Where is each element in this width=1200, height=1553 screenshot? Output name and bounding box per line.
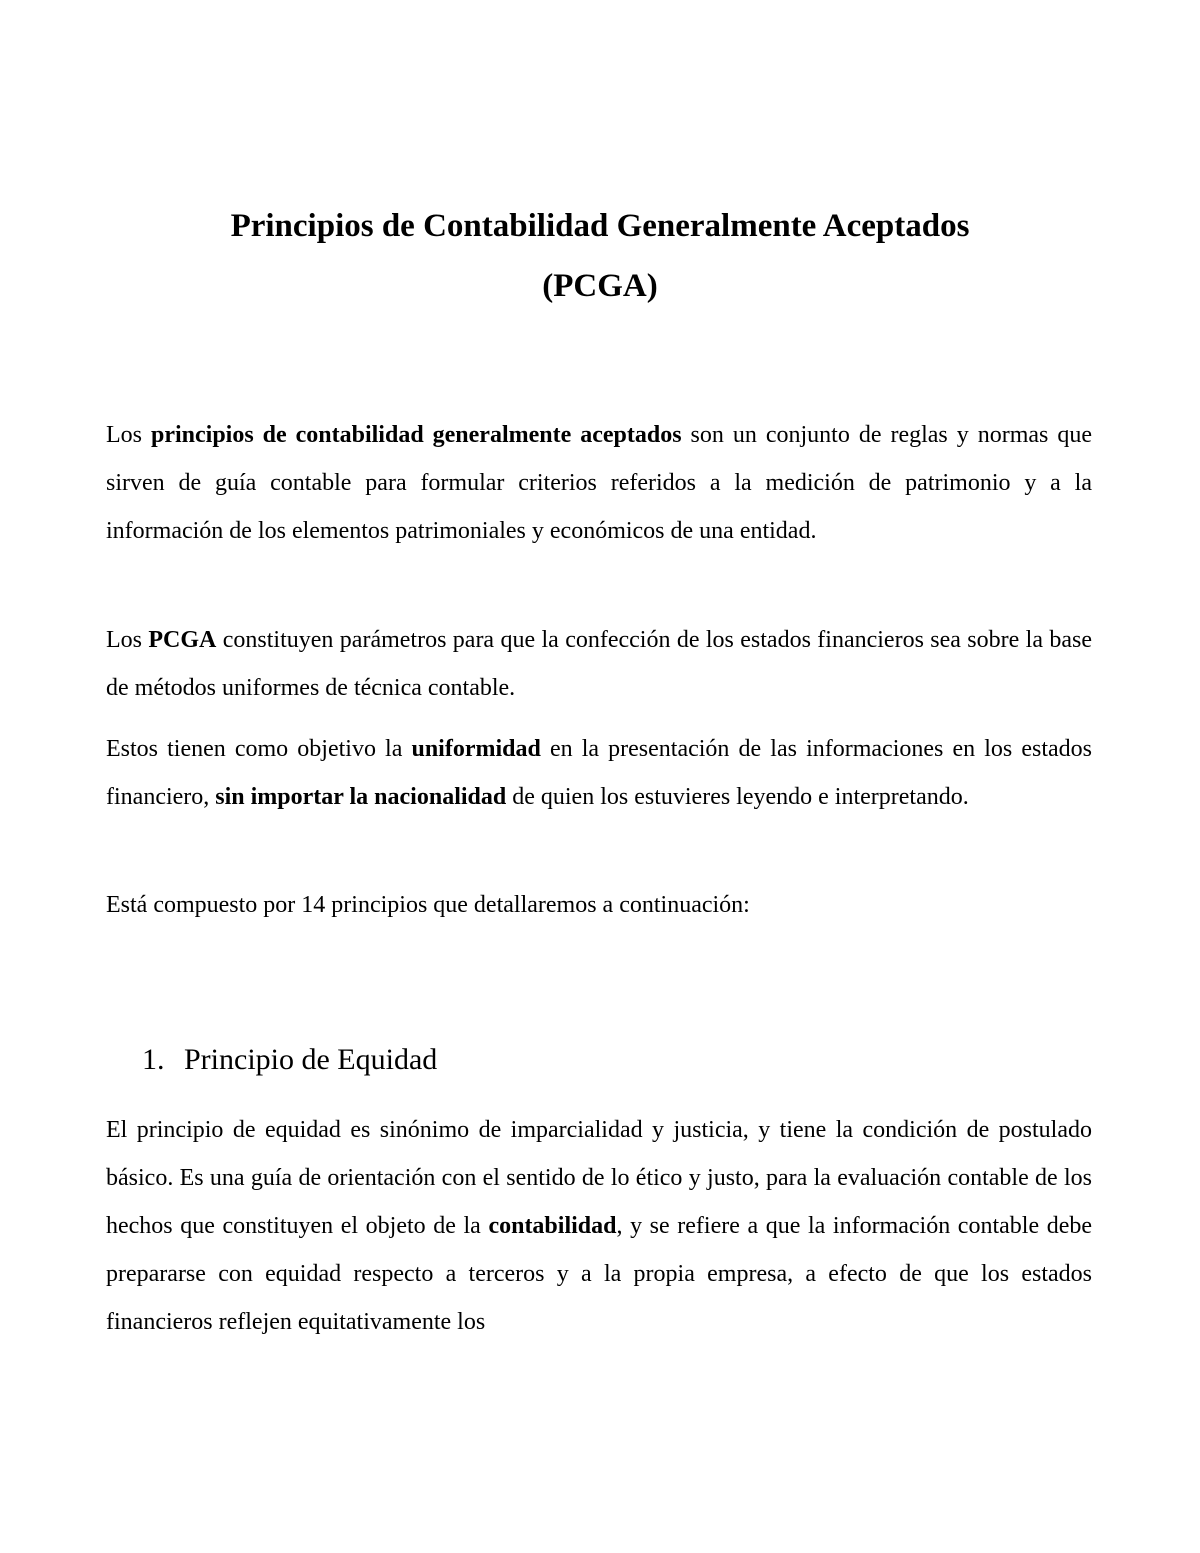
equity-paragraph bbox=[106, 1106, 1092, 1346]
bold-term: contabilidad bbox=[488, 1213, 617, 1239]
section-number: 1. bbox=[142, 1043, 165, 1076]
paragraph-text: El principio de equidad es sinónimo de imparcialidad y justicia, y tiene la condición de postulado básico. Es una guía de orientación con el sentido de lo ético y justo, para la evaluación contable de los hechos que constituyen el objeto de la bbox=[106, 1117, 1092, 1239]
bold-term: principios de contabilidad generalmente aceptados bbox=[150, 422, 682, 448]
document-title-acronym: (PCGA) bbox=[542, 268, 658, 304]
intro-paragraph bbox=[106, 411, 1092, 555]
bold-term: sin importar la nacionalidad bbox=[215, 784, 507, 810]
paragraph-text: en la presentación de las informaciones en los estados financiero, bbox=[106, 736, 1092, 810]
section-heading bbox=[142, 1038, 437, 1082]
objective-paragraph bbox=[106, 725, 1092, 821]
bold-term: PCGA bbox=[148, 627, 217, 653]
paragraph-text: Está compuesto por 14 principios que detallaremos a continuación: bbox=[106, 892, 750, 918]
paragraph-text: Estos tienen como objetivo la bbox=[106, 736, 412, 762]
paragraph-text: Los bbox=[106, 422, 151, 448]
paragraph-text: constituyen parámetros para que la confección de los estados financieros sea sobre la base de métodos uniformes de técnica contable. bbox=[106, 627, 1093, 701]
bold-term: uniformidad bbox=[411, 736, 541, 762]
composition-paragraph bbox=[106, 881, 1092, 929]
paragraph-text: Los bbox=[106, 627, 149, 653]
document-title: Principios de Contabilidad Generalmente Aceptados bbox=[230, 208, 970, 244]
paragraph-text: son un conjunto de reglas y normas que sirven de guía contable para formular criterios referidos a la medición de patrimonio y a la información de los elementos patrimoniales y económicos de una entidad. bbox=[106, 422, 1093, 544]
pcga-paragraph bbox=[106, 616, 1092, 712]
section-title: Principio de Equidad bbox=[184, 1043, 438, 1076]
paragraph-text: de quien los estuvieres leyendo e interpretando. bbox=[506, 784, 969, 810]
paragraph-text: , y se refiere a que la información contable debe prepararse con equidad respecto a terceros y a la propia empresa, a efecto de que los estados financieros reflejen equitativamente los bbox=[106, 1213, 1092, 1335]
